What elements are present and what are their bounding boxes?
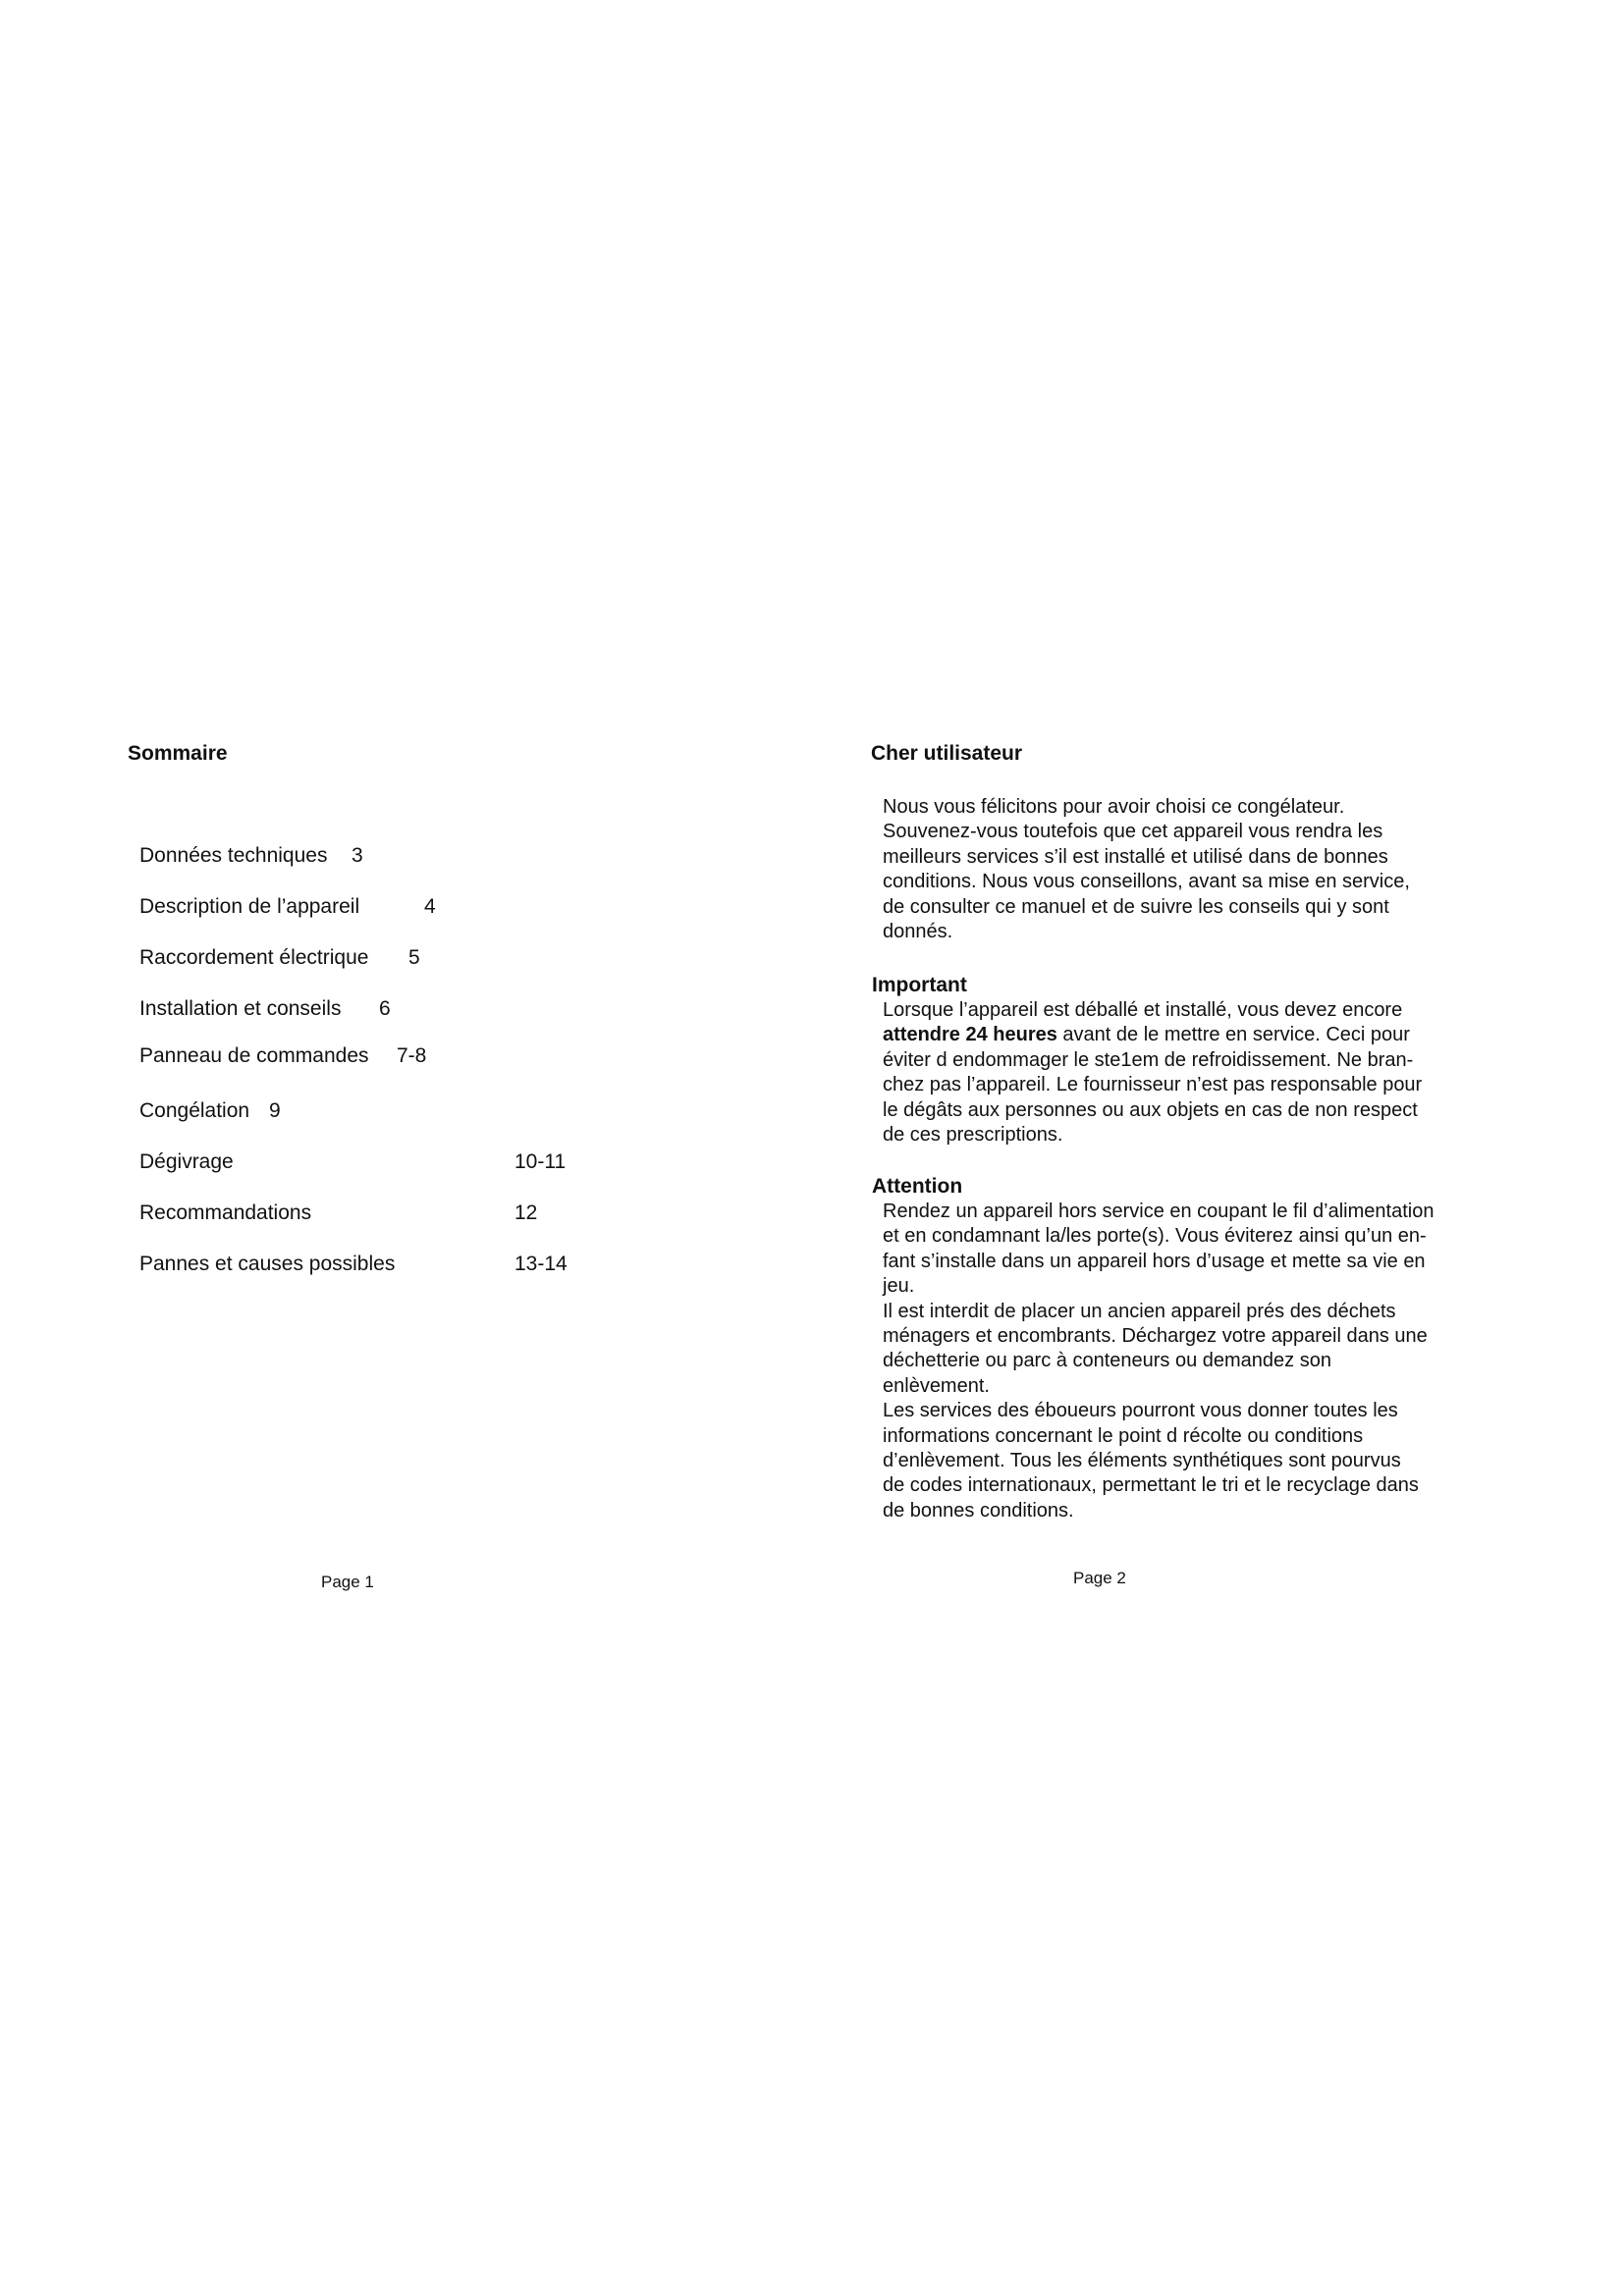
text-line: enlèvement. bbox=[883, 1374, 990, 1397]
intro-paragraph bbox=[883, 795, 1511, 944]
text-fragment: avant de le mettre en service. Ceci pour bbox=[1056, 1024, 1410, 1046]
toc-item bbox=[139, 1150, 567, 1174]
toc-item-label: Congélation bbox=[139, 1099, 250, 1122]
text-line: de codes internationaux, permettant le tri et le recyclage dans bbox=[883, 1474, 1419, 1497]
toc-item-page: 7-8 bbox=[397, 1044, 427, 1067]
intro-title: Cher utilisateur bbox=[871, 742, 1023, 765]
page-number: Page 1 bbox=[321, 1573, 374, 1591]
text-line: d’enlèvement. Tous les éléments synthétiques sont pourvus bbox=[883, 1450, 1401, 1472]
text-line: Nous vous félicitons pour avoir choisi ce congélateur. bbox=[883, 796, 1345, 818]
text-line bbox=[883, 1023, 1511, 1047]
toc-item-label: Pannes et causes possibles bbox=[139, 1253, 396, 1275]
right-page bbox=[812, 0, 1624, 2296]
text-line: et en condamnant la/les porte(s). Vous éviterez ainsi qu’un en- bbox=[883, 1225, 1427, 1248]
toc-item-label: Description de l’appareil bbox=[139, 895, 360, 918]
text-line: donnés. bbox=[883, 921, 953, 943]
page-number: Page 2 bbox=[1073, 1569, 1126, 1587]
toc-item bbox=[139, 1099, 281, 1123]
attention-paragraph bbox=[883, 1200, 1511, 1523]
toc-item-page: 12 bbox=[514, 1201, 538, 1224]
important-heading: Important bbox=[872, 974, 967, 996]
text-line: Il est interdit de placer un ancien appareil prés des déchets bbox=[883, 1300, 1396, 1322]
text-line: de ces prescriptions. bbox=[883, 1124, 1063, 1147]
text-line: informations concernant le point d récolte ou conditions bbox=[883, 1424, 1364, 1447]
toc-item-label: Panneau de commandes bbox=[139, 1044, 369, 1067]
text-line: ménagers et encombrants. Déchargez votre appareil dans une bbox=[883, 1325, 1428, 1348]
toc-item bbox=[139, 1201, 538, 1225]
toc-item-page: 10-11 bbox=[514, 1150, 567, 1173]
toc-item-label: Installation et conseils bbox=[139, 997, 342, 1020]
text-line: le dégâts aux personnes ou aux objets en cas de non respect bbox=[883, 1098, 1418, 1121]
text-line: chez pas l’appareil. Le fournisseur n’est pas responsable pour bbox=[883, 1074, 1423, 1096]
attention-heading: Attention bbox=[872, 1175, 963, 1198]
toc-item-page: 3 bbox=[352, 844, 363, 867]
text-line: Lorsque l’appareil est déballé et installé, vous devez encore bbox=[883, 999, 1403, 1021]
toc-item-page: 9 bbox=[269, 1099, 281, 1122]
toc-item-page: 13-14 bbox=[514, 1253, 568, 1275]
text-line: meilleurs services s’il est installé et utilisé dans de bonnes bbox=[883, 845, 1388, 868]
toc-item bbox=[139, 997, 391, 1021]
text-line: éviter d endommager le ste1em de refroidissement. Ne bran- bbox=[883, 1048, 1414, 1071]
emphasis-text: attendre 24 heures bbox=[883, 1024, 1057, 1046]
text-line: déchetterie ou parc à conteneurs ou demandez son bbox=[883, 1350, 1331, 1372]
toc-item bbox=[139, 1044, 427, 1068]
text-line: fant s’installe dans un appareil hors d’usage et mette sa vie en bbox=[883, 1250, 1426, 1272]
toc-item bbox=[139, 1253, 568, 1276]
toc-title: Sommaire bbox=[128, 742, 228, 765]
toc-item-label: Données techniques bbox=[139, 844, 328, 867]
text-line: jeu. bbox=[883, 1275, 915, 1298]
toc-item-page: 5 bbox=[408, 946, 420, 969]
text-line: Souvenez-vous toutefois que cet appareil vous rendra les bbox=[883, 821, 1383, 843]
text-line: de consulter ce manuel et de suivre les conseils qui y sont bbox=[883, 895, 1389, 918]
text-line: Rendez un appareil hors service en coupant le fil d’alimentation bbox=[883, 1201, 1435, 1222]
toc-item bbox=[139, 844, 363, 868]
toc-item-label: Dégivrage bbox=[139, 1150, 234, 1173]
toc-item-page: 4 bbox=[424, 895, 436, 918]
toc-item-page: 6 bbox=[379, 997, 391, 1020]
important-paragraph bbox=[883, 998, 1511, 1148]
toc-item-label: Recommandations bbox=[139, 1201, 312, 1224]
toc-item-label: Raccordement électrique bbox=[139, 946, 369, 969]
text-line: conditions. Nous vous conseillons, avant sa mise en service, bbox=[883, 871, 1410, 893]
text-line: Les services des éboueurs pourront vous donner toutes les bbox=[883, 1400, 1398, 1422]
toc-item bbox=[139, 895, 436, 919]
toc-item bbox=[139, 946, 420, 970]
text-line: de bonnes conditions. bbox=[883, 1499, 1074, 1522]
